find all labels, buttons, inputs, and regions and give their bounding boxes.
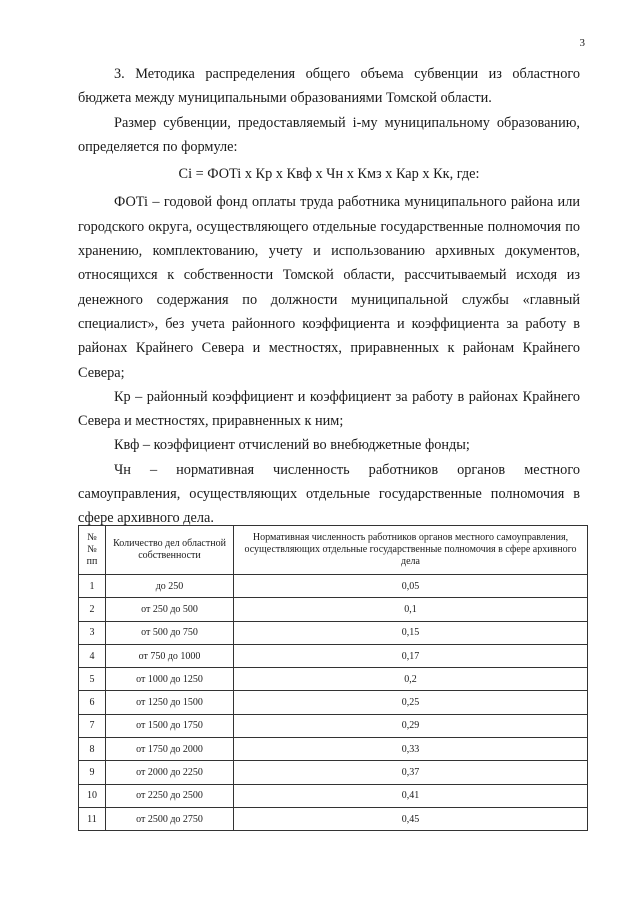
row-number-cell: 7: [79, 714, 106, 737]
definition-kvf: Квф – коэффициент отчислений во внебюджетные фонды;: [114, 437, 470, 454]
staff-norm-cell: 0,45: [234, 807, 588, 830]
case-count-cell: от 1250 до 1500: [106, 691, 234, 714]
table-row: [79, 668, 588, 691]
definitions-list: [78, 190, 580, 530]
case-count-cell: от 2000 до 2250: [106, 761, 234, 784]
case-count-cell: от 250 до 500: [106, 598, 234, 621]
header-number: №№ пп: [79, 526, 106, 575]
table-header-row: [79, 526, 588, 575]
row-number-cell: 8: [79, 738, 106, 761]
document-body: [78, 62, 580, 531]
table-row: [79, 691, 588, 714]
staff-norm-cell: 0,25: [234, 691, 588, 714]
staff-norm-cell: 0,33: [234, 738, 588, 761]
table-row: [79, 784, 588, 807]
row-number-cell: 5: [79, 668, 106, 691]
table-row: [79, 598, 588, 621]
page-number: 3: [579, 37, 585, 49]
row-number-cell: 1: [79, 575, 106, 598]
case-count-cell: от 750 до 1000: [106, 644, 234, 667]
definition-kr: Кр – районный коэффициент и коэффициент за работу в районах Крайнего Севера и местностях, приравненных к ним;: [78, 388, 580, 430]
case-count-cell: от 2250 до 2500: [106, 784, 234, 807]
table-row: [79, 738, 588, 761]
staff-norm-cell: 0,37: [234, 761, 588, 784]
table-row: [79, 621, 588, 644]
section-heading: 3. Методика распределения общего объема субвенции из областного бюджета между муниципальными образованиями Томской области.: [78, 66, 580, 107]
row-number-cell: 4: [79, 644, 106, 667]
staff-norm-cell: 0,17: [234, 644, 588, 667]
case-count-cell: от 2500 до 2750: [106, 807, 234, 830]
intro-paragraph: Размер субвенции, предоставляемый i-му муниципальному образованию, определяется по формуле:: [78, 114, 580, 155]
table-body: [79, 575, 588, 831]
row-number-cell: 9: [79, 761, 106, 784]
table-row: [79, 644, 588, 667]
staff-norm-cell: 0,05: [234, 575, 588, 598]
definition-chn: Чн – нормативная численность работников органов местного самоуправления, осуществляющих отдельные государственные полномочия в сфере архивного дела.: [78, 461, 580, 527]
case-count-cell: от 1000 до 1250: [106, 668, 234, 691]
staffing-norms-table: [78, 525, 588, 831]
row-number-cell: 2: [79, 598, 106, 621]
table-row: [79, 761, 588, 784]
staff-norm-cell: 0,1: [234, 598, 588, 621]
row-number-cell: 3: [79, 621, 106, 644]
case-count-cell: от 500 до 750: [106, 621, 234, 644]
definition-foti: ФОTi – годовой фонд оплаты труда работника муниципального района или городского округа, осуществляющего отдельные государственные полномочия по хранению, комплектованию, учету и использованию архивных документов, относящихся к собственности Томской области, рассчитываемый исходя из денежного содержания по должности муниципальной службы «главный специалист», без учета районного коэффициента и коэффициента за работу в районах Крайнего Севера и местностях, приравненных к районам Крайнего Севера;: [78, 194, 580, 381]
table-row: [79, 575, 588, 598]
table-row: [79, 714, 588, 737]
staff-norm-cell: 0,15: [234, 621, 588, 644]
case-count-cell: от 1750 до 2000: [106, 738, 234, 761]
formula: Ci = ФОTi x Кр x Квф x Чн x Кмз x Кар x Кк, где:: [178, 166, 480, 183]
case-count-cell: до 250: [106, 575, 234, 598]
header-staff-norm: Нормативная численность работников органов местного самоуправления, осуществляющих отдельные государственные полномочия в сфере архивного дела: [234, 526, 588, 575]
staff-norm-cell: 0,2: [234, 668, 588, 691]
header-case-count: Количество дел областной собственности: [106, 526, 234, 575]
row-number-cell: 6: [79, 691, 106, 714]
case-count-cell: от 1500 до 1750: [106, 714, 234, 737]
row-number-cell: 11: [79, 807, 106, 830]
row-number-cell: 10: [79, 784, 106, 807]
staff-norm-cell: 0,29: [234, 714, 588, 737]
staff-norm-cell: 0,41: [234, 784, 588, 807]
table-row: [79, 807, 588, 830]
